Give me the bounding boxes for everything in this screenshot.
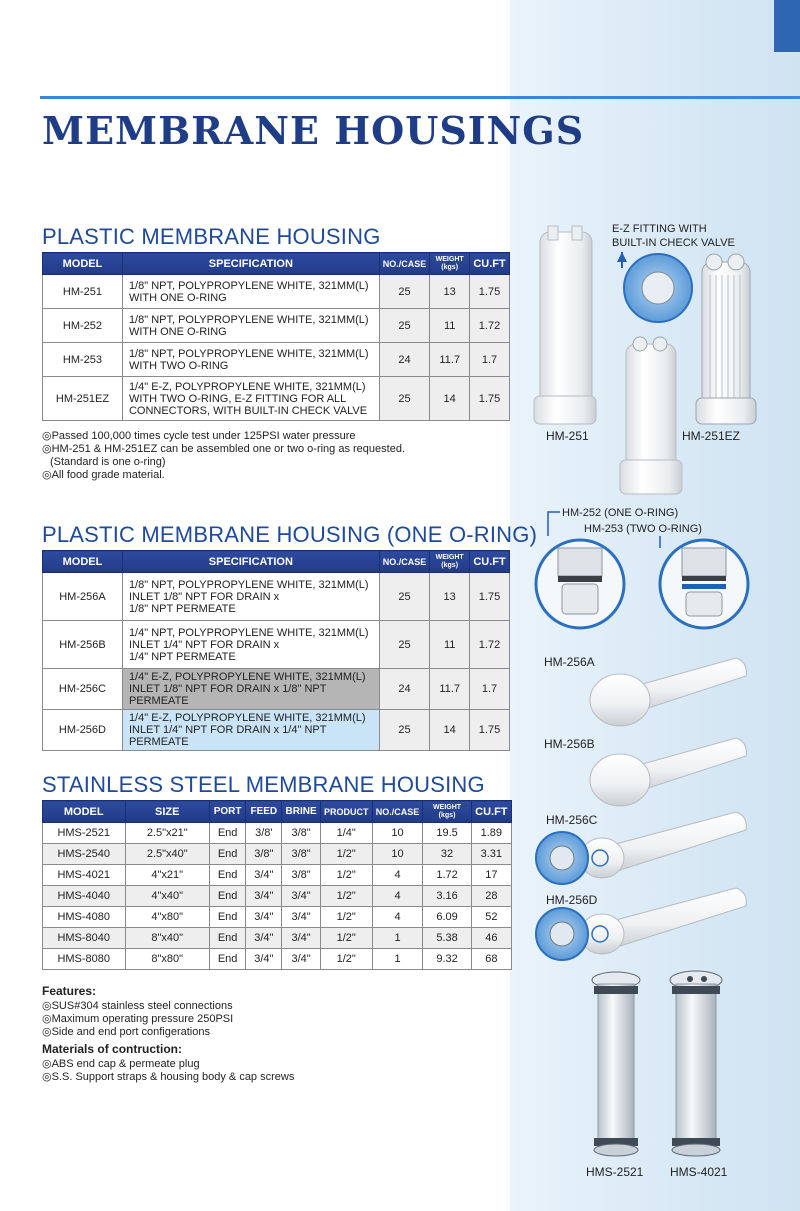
cell-size: 4"x40": [125, 886, 210, 907]
cell-spec: [122, 275, 379, 309]
cell-port: End: [210, 907, 246, 928]
spec-line: INLET 1/4" NPT FOR DRAIN x 1/4" NPT PERMEATE: [128, 724, 327, 748]
hms4021-housing: [670, 971, 722, 1156]
col-header-nocase: NO./CASE: [379, 253, 430, 275]
table-row: [43, 573, 510, 621]
cell-product: 1/2": [320, 928, 372, 949]
hm253-detail-body: [682, 548, 726, 576]
plastic-housing-notes: [42, 430, 405, 482]
cell-product: 1/2": [320, 907, 372, 928]
cell-model: HM-251EZ: [43, 377, 123, 421]
cell-weight: 1.72: [423, 865, 471, 886]
table-row: [43, 844, 512, 865]
cell-cuft: 1.72: [470, 621, 510, 669]
note-line: ◎ABS end cap & permeate plug: [42, 1058, 200, 1070]
section-title-plastic: PLASTIC MEMBRANE HOUSING: [42, 224, 381, 249]
table-row: [43, 309, 510, 343]
cell-product: 1/2": [320, 844, 372, 865]
cell-product: 1/4": [320, 823, 372, 844]
cell-nocase: 4: [372, 865, 423, 886]
note-line: ◎Maximum operating pressure 250PSI: [42, 1013, 234, 1025]
features-heading: Features:: [42, 984, 97, 998]
label-hm256c: HM-256C: [546, 813, 598, 827]
cell-cuft: 1.89: [471, 823, 511, 844]
label-hm256d: HM-256D: [546, 893, 598, 907]
table-header-row: [43, 551, 510, 573]
col-header-nocase: NO./CASE: [372, 801, 423, 823]
hm253-cap: [686, 592, 722, 616]
spec-line: 1/4" NPT, POLYPROPYLENE WHITE, 321MM(L): [128, 626, 369, 639]
weight-unit: (kgs): [438, 811, 456, 819]
spec-line: INLET 1/8" NPT FOR DRAIN x 1/8" NPT PERMEATE: [128, 683, 327, 707]
spec-line: 1/4" E-Z, POLYPROPYLENE WHITE, 321MM(L): [128, 712, 366, 724]
cell-spec: [122, 621, 379, 669]
spec-line: INLET 1/8" NPT FOR DRAIN x: [128, 590, 280, 603]
cell-brine: 3/4": [282, 886, 320, 907]
cell-spec: [122, 710, 379, 751]
spec-line: WITH TWO O-RING, E-Z FITTING FOR ALL: [128, 392, 347, 405]
weight-unit: (kgs): [441, 263, 459, 271]
spec-line: 1/8" NPT, POLYPROPYLENE WHITE, 321MM(L): [128, 279, 369, 292]
cell-product: 1/2": [320, 886, 372, 907]
cell-weight: 11: [430, 621, 470, 669]
weight-label: WEIGHT: [433, 803, 462, 811]
cell-port: End: [210, 886, 246, 907]
hm251-housing: [534, 226, 596, 424]
cell-nocase: 1: [372, 949, 423, 970]
page-title: MEMBRANE HOUSINGS: [42, 108, 585, 153]
cell-model: HMS-2521: [43, 823, 126, 844]
cell-weight: 11: [430, 309, 470, 343]
cell-cuft: 1.7: [470, 669, 510, 710]
note-line: ◎Passed 100,000 times cycle test under 125PSI water pressure: [42, 430, 356, 442]
product-illustrations: [510, 0, 800, 1211]
cell-model: HMS-4080: [43, 907, 126, 928]
cell-weight: 6.09: [423, 907, 471, 928]
col-header-product: PRODUCT: [320, 801, 372, 823]
col-header-brine: BRINE: [282, 801, 320, 823]
spec-line: WITH TWO O-RING: [128, 359, 229, 372]
cell-size: 2.5"x40": [125, 844, 210, 865]
cell-nocase: 25: [379, 377, 430, 421]
table-row: [43, 621, 510, 669]
col-header-weight: [430, 253, 470, 275]
col-header-cuft: CU.FT: [470, 253, 510, 275]
cell-weight: 11.7: [430, 669, 470, 710]
spec-line: WITH ONE O-RING: [128, 291, 227, 304]
cell-weight: 19.5: [423, 823, 471, 844]
cell-cuft: 3.31: [471, 844, 511, 865]
cell-model: HM-253: [43, 343, 123, 377]
note-line: (Standard is one o-ring): [50, 456, 166, 468]
hm251ez-housing: [696, 254, 756, 424]
label-hm252: HM-252 (ONE O-RING): [562, 507, 679, 519]
cell-port: End: [210, 928, 246, 949]
hm253-oring-1: [682, 576, 726, 581]
cell-nocase: 25: [379, 275, 430, 309]
col-header-model: MODEL: [43, 801, 126, 823]
cell-nocase: 10: [372, 844, 423, 865]
cell-cuft: 1.75: [470, 710, 510, 751]
spec-line: WITH ONE O-RING: [128, 325, 227, 338]
label-hm251: HM-251: [546, 429, 589, 443]
hm256b-housing: [590, 738, 746, 806]
label-hms4021: HMS-4021: [670, 1165, 728, 1179]
hm253-oring-2: [682, 584, 726, 589]
col-header-port: PORT: [210, 801, 246, 823]
label-hms2521: HMS-2521: [586, 1165, 644, 1179]
spec-line: 1/4" NPT PERMEATE: [128, 650, 236, 663]
note-line: ◎SUS#304 stainless steel connections: [42, 1000, 233, 1012]
table-row: [43, 886, 512, 907]
cell-spec: [122, 573, 379, 621]
table-header-row: [43, 801, 512, 823]
section-title-stainless: STAINLESS STEEL MEMBRANE HOUSING: [42, 772, 485, 797]
cell-cuft: 28: [471, 886, 511, 907]
spec-line: CONNECTORS, WITH BUILT-IN CHECK VALVE: [128, 404, 368, 417]
cell-model: HMS-4040: [43, 886, 126, 907]
hm252-housing: [620, 337, 682, 494]
cell-spec: [122, 343, 379, 377]
cell-nocase: 24: [379, 343, 430, 377]
cell-nocase: 1: [372, 928, 423, 949]
cell-feed: 3/4": [246, 907, 282, 928]
note-line: ◎HM-251 & HM-251EZ can be assembled one or two o-ring as requested.: [42, 443, 405, 455]
cell-port: End: [210, 949, 246, 970]
table-row: [43, 928, 512, 949]
table-row: [43, 343, 510, 377]
label-ez-fitting-2: BUILT-IN CHECK VALVE: [612, 237, 735, 249]
hm256a-housing: [590, 658, 746, 726]
section-title-plastic-one-oring: PLASTIC MEMBRANE HOUSING (ONE O-RING): [42, 522, 538, 547]
cell-feed: 3/4": [246, 949, 282, 970]
cell-model: HM-256D: [43, 710, 123, 751]
cell-brine: 3/8": [282, 823, 320, 844]
col-header-model: MODEL: [43, 551, 123, 573]
cell-model: HM-256A: [43, 573, 123, 621]
cell-model: HM-256B: [43, 621, 123, 669]
cell-brine: 3/4": [282, 928, 320, 949]
cell-feed: 3/4": [246, 928, 282, 949]
cell-weight: 5.38: [423, 928, 471, 949]
cell-nocase: 25: [379, 710, 430, 751]
table-row: [43, 823, 512, 844]
table-row: [43, 275, 510, 309]
cell-size: 8"x40": [125, 928, 210, 949]
table-row: [43, 907, 512, 928]
spec-line: 1/8" NPT, POLYPROPYLENE WHITE, 321MM(L): [128, 313, 369, 326]
cell-cuft: 46: [471, 928, 511, 949]
cell-weight: 11.7: [430, 343, 470, 377]
cell-weight: 14: [430, 377, 470, 421]
cell-cuft: 68: [471, 949, 511, 970]
cell-cuft: 1.75: [470, 275, 510, 309]
cell-nocase: 10: [372, 823, 423, 844]
cell-model: HM-256C: [43, 669, 123, 710]
cell-model: HMS-4021: [43, 865, 126, 886]
cell-size: 4"x80": [125, 907, 210, 928]
cell-nocase: 4: [372, 886, 423, 907]
cell-spec: [122, 309, 379, 343]
cell-cuft: 1.75: [470, 573, 510, 621]
cell-port: End: [210, 844, 246, 865]
ez-fitting-nut: [642, 272, 674, 304]
col-header-spec: SPECIFICATION: [122, 253, 379, 275]
table-row: [43, 377, 510, 421]
spec-line: 1/8" NPT, POLYPROPYLENE WHITE, 321MM(L): [128, 347, 369, 360]
cell-port: End: [210, 865, 246, 886]
cell-nocase: 24: [379, 669, 430, 710]
cell-feed: 3/8": [246, 844, 282, 865]
cell-size: 4"x21": [125, 865, 210, 886]
cell-weight: 3.16: [423, 886, 471, 907]
features-list: [42, 1000, 294, 1039]
spec-line: 1/8" NPT PERMEATE: [128, 602, 236, 615]
note-line: ◎Side and end port configerations: [42, 1026, 210, 1038]
col-header-feed: FEED: [246, 801, 282, 823]
table-row: [43, 949, 512, 970]
stainless-features: [42, 982, 294, 1084]
cell-feed: 3/4": [246, 865, 282, 886]
cell-spec: [122, 669, 379, 710]
cell-brine: 3/4": [282, 949, 320, 970]
col-header-size: SIZE: [125, 801, 210, 823]
cell-weight: 14: [430, 710, 470, 751]
cell-size: 8"x80": [125, 949, 210, 970]
spec-line: 1/4" E-Z, POLYPROPYLENE WHITE, 321MM(L): [128, 671, 366, 683]
col-header-model: MODEL: [43, 253, 123, 275]
label-hm256a: HM-256A: [544, 655, 595, 669]
table-row: [43, 865, 512, 886]
plastic-one-oring-table: [42, 550, 510, 751]
col-header-spec: SPECIFICATION: [122, 551, 379, 573]
spec-line: INLET 1/4" NPT FOR DRAIN x: [128, 638, 280, 651]
cell-product: 1/2": [320, 865, 372, 886]
col-header-nocase: NO./CASE: [379, 551, 430, 573]
hm252-oring: [558, 576, 602, 582]
cell-port: End: [210, 823, 246, 844]
cell-cuft: 1.7: [470, 343, 510, 377]
table-header-row: [43, 253, 510, 275]
cell-feed: 3/8': [246, 823, 282, 844]
cell-weight: 9.32: [423, 949, 471, 970]
col-header-weight: [430, 551, 470, 573]
cell-model: HMS-2540: [43, 844, 126, 865]
cell-brine: 3/8": [282, 844, 320, 865]
label-hm251ez: HM-251EZ: [682, 429, 741, 443]
cell-spec: [122, 377, 379, 421]
weight-label: WEIGHT: [435, 255, 464, 263]
note-line: ◎S.S. Support straps & housing body & cap screws: [42, 1071, 295, 1083]
note-line: ◎All food grade material.: [42, 469, 165, 481]
cell-cuft: 52: [471, 907, 511, 928]
stainless-housing-table: [42, 800, 512, 970]
hm252-detail-body: [558, 548, 602, 576]
table-row: [43, 669, 510, 710]
ez-arrow-head: [617, 252, 627, 262]
table-row: [43, 710, 510, 751]
cell-brine: 3/8": [282, 865, 320, 886]
hm252-leader: [548, 512, 560, 536]
cell-size: 2.5"x21": [125, 823, 210, 844]
label-hm253: HM-253 (TWO O-RING): [584, 523, 702, 535]
cell-nocase: 4: [372, 907, 423, 928]
label-hm256b: HM-256B: [544, 737, 595, 751]
cell-weight: 13: [430, 275, 470, 309]
cell-product: 1/2": [320, 949, 372, 970]
cell-nocase: 25: [379, 309, 430, 343]
col-header-weight: [423, 801, 471, 823]
cell-nocase: 25: [379, 621, 430, 669]
hm252-cap: [562, 584, 598, 614]
cell-model: HMS-8080: [43, 949, 126, 970]
cell-cuft: 1.75: [470, 377, 510, 421]
spec-line: 1/4" E-Z, POLYPROPYLENE WHITE, 321MM(L): [128, 380, 366, 393]
cell-model: HM-252: [43, 309, 123, 343]
weight-unit: (kgs): [441, 561, 459, 569]
cell-weight: 13: [430, 573, 470, 621]
materials-heading: Materials of contruction:: [42, 1042, 183, 1056]
cell-model: HMS-8040: [43, 928, 126, 949]
cell-weight: 32: [423, 844, 471, 865]
cell-feed: 3/4": [246, 886, 282, 907]
hms2521-housing: [592, 972, 640, 1156]
col-header-cuft: CU.FT: [471, 801, 511, 823]
weight-label: WEIGHT: [435, 553, 464, 561]
materials-list: [42, 1058, 294, 1084]
col-header-cuft: CU.FT: [470, 551, 510, 573]
cell-brine: 3/4": [282, 907, 320, 928]
spec-line: 1/8" NPT, POLYPROPYLENE WHITE, 321MM(L): [128, 578, 369, 591]
label-ez-fitting-1: E-Z FITTING WITH: [612, 223, 707, 235]
cell-cuft: 17: [471, 865, 511, 886]
plastic-housing-table: [42, 252, 510, 421]
cell-model: HM-251: [43, 275, 123, 309]
cell-cuft: 1.72: [470, 309, 510, 343]
cell-nocase: 25: [379, 573, 430, 621]
